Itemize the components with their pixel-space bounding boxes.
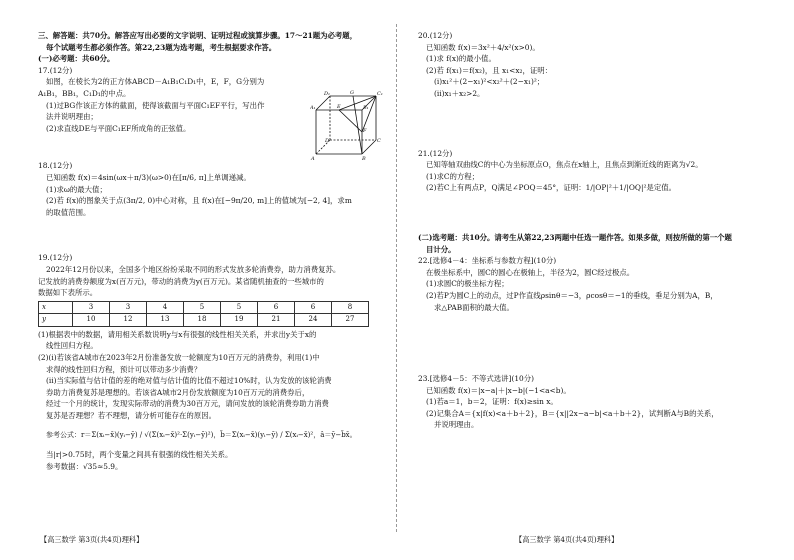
footer-right: 【高三数学 第4页(共4页)理科】 xyxy=(515,535,619,544)
q19-part-line-2: 线性回归方程。 xyxy=(46,341,98,351)
q19-part-line-6: 券助力消费复苏是理想的。若该省A城市2月份发放额度为10百万元的消费券后， xyxy=(46,387,310,397)
optional-header-line-2: 目计分。 xyxy=(426,244,456,254)
label-B1: B₁ xyxy=(363,105,369,111)
label-A: A xyxy=(311,156,315,162)
table-row-y xyxy=(39,314,369,327)
label-G: G xyxy=(350,90,354,96)
table-cell: 3 xyxy=(73,301,110,314)
q17-line-4: 法并说明理由； xyxy=(46,112,98,122)
q22-line-2: (1)求圆C的极坐标方程； xyxy=(426,279,509,289)
q20-line-5: (ii)x₁＋x₂>2。 xyxy=(434,88,485,98)
q19-title: 19.(12分) xyxy=(38,253,73,263)
q21-title: 21.(12分) xyxy=(418,148,453,158)
table-cell: 3 xyxy=(110,301,147,314)
q17-line-2: A₁B₁，BB₁，C₁D₁的中点。 xyxy=(38,88,131,98)
q18-line-4: 的取值范围。 xyxy=(46,207,91,217)
q23-title: 23.[选修4－5：不等式选讲](10分) xyxy=(418,374,535,384)
q22-title: 22.[选修4－4：坐标系与参数方程](10分) xyxy=(418,256,557,266)
table-row-x xyxy=(39,301,369,314)
q19-part-line-1: (1)根据表中的数据，请用相关系数说明y与x有很强的线性相关关系，并求出y关于x的 xyxy=(38,329,317,339)
q19-intro-line-1: 2022年12月份以来，全国多个地区纷纷采取不同的形式发放多轮消费券，助力消费复苏。 xyxy=(46,264,341,274)
q17-line-1: 如图，在棱长为2的正方体ABCD－A₁B₁C₁D₁中，E，F，G分别为 xyxy=(46,77,265,87)
label-C1: C₁ xyxy=(377,91,383,97)
table-x-label: x xyxy=(39,301,73,314)
q20-line-3: (2)若 f(x₁)＝f(x₂)，且 x₁<x₂，证明： xyxy=(426,65,553,75)
table-cell: 12 xyxy=(110,314,147,327)
section-header-line-2: 每个试题考生都必须作答。第22,23题为选考题，考生根据要求作答。 xyxy=(46,42,277,52)
label-B: B xyxy=(362,156,366,162)
section-header-line-1: 三、解答题：共70分。解答应写出必要的文字说明、证明过程或演算步骤。17～21题为必考题， xyxy=(38,31,358,40)
label-F: F xyxy=(363,128,367,134)
cube-figure xyxy=(310,90,386,162)
label-A1: A₁ xyxy=(310,105,316,111)
q22-line-1: 在极坐标系中，圆C的圆心在极轴上，半径为2，圆C经过极点。 xyxy=(426,267,635,277)
label-D1: D₁ xyxy=(324,91,331,97)
table-y-label: y xyxy=(39,314,73,327)
table-cell: 6 xyxy=(295,301,332,314)
table-cell: 21 xyxy=(258,314,295,327)
table-cell: 13 xyxy=(147,314,184,327)
q21-line-1: 已知等轴双曲线C的中心为坐标原点O，焦点在x轴上，且焦点到渐近线的距离为√2。 xyxy=(426,160,703,170)
q23-line-3: (2)记集合A＝{x|f(x)<a＋b＋2}，B＝{x||2x−a−b|<a＋b＋2}，试判断A与B的关系， xyxy=(426,408,719,418)
q19-formula-reference: 参考公式：r＝Σ(xᵢ−x̄)(yᵢ−ȳ) / √(Σ(xᵢ−x̄)²·Σ(yᵢ−ȳ)²)，b̂＝Σ(xᵢ−x̄)(yᵢ−ȳ) / Σ(xᵢ−x̄)²，â＝ȳ−b̂x̄。 xyxy=(46,430,357,439)
table-cell: 18 xyxy=(184,314,221,327)
q20-line-2: (1)求 f(x)的最小值。 xyxy=(426,54,496,64)
q19-part-line-5: (ii)当实际值与估计值的差的绝对值与估计值的比值不超过10%时，认为发放的该轮消费 xyxy=(46,376,332,386)
q23-line-4: 并说明理由。 xyxy=(434,420,479,430)
q19-part-line-8: 复苏是否理想？若不理想，请分析可能存在的原因。 xyxy=(46,411,216,421)
q21-line-2: (1)求C的方程； xyxy=(426,171,480,181)
label-D: D xyxy=(325,138,330,144)
q19-intro-line-3: 数据如下表所示。 xyxy=(38,288,98,298)
table-cell: 4 xyxy=(147,301,184,314)
q21-line-3: (2)若C上有两点P，Q满足∠POQ＝45°，证明：1/|OP|²＋1/|OQ|²是定值。 xyxy=(426,183,676,193)
section-header-line-3: (一)必考题：共60分。 xyxy=(38,54,115,64)
q19-part-line-7: 经过一个月的统计，发现实际带动的消费为30百万元，请问发放的该轮消费券助力消费 xyxy=(46,399,329,409)
q19-intro-line-2: 记发放的消费券额度为x(百万元)，带动的消费为y(百万元)。某省随机抽查的一些城市的 xyxy=(38,276,324,286)
q17-title: 17.(12分) xyxy=(38,65,73,75)
table-cell: 6 xyxy=(258,301,295,314)
label-E: E xyxy=(337,104,341,110)
q18-line-3: (2)若 f(x)的图象关于点(3π/2, 0)中心对称，且 f(x)在[−9π/20, m]上的值域为[−2, 4]，求m xyxy=(46,196,352,206)
table-cell: 10 xyxy=(73,314,110,327)
q23-line-2: (1)若a＝1，b＝2，证明：f(x)≥sin x。 xyxy=(426,397,558,407)
table-cell: 27 xyxy=(332,314,369,327)
q19-tail-line-2: 参考数据：√35≈5.9。 xyxy=(46,461,123,471)
q20-line-4: (i)x₁²＋(2−x₁)²<x₂²＋(2−x₁)²； xyxy=(434,77,545,87)
table-cell: 19 xyxy=(221,314,258,327)
q17-line-5: (2)求直线DE与平面C₁EF所成角的正弦值。 xyxy=(46,123,191,133)
q19-part-line-3: (2)(i)若该省A城市在2023年2月份准备发放一轮额度为10百万元的消费券，利用(1)中 xyxy=(38,353,320,363)
q20-line-1: 已知函数 f(x)＝3x²＋4/x²(x>0)。 xyxy=(426,42,540,52)
q18-title: 18.(12分) xyxy=(38,161,73,171)
q19-tail-line-1: 当|r|>0.75时，两个变量之间具有很强的线性相关关系。 xyxy=(46,450,233,460)
optional-header-line-1: (二)选考题：共10分。请考生从第22,23两题中任选一题作答。如果多做，则按所做的第一个题 xyxy=(418,232,732,242)
q19-part-line-4: 求得的线性回归方程，预计可以带动多少消费？ xyxy=(46,364,202,374)
q17-line-3: (1)过BG作该正方体的截面，使得该截面与平面C₁EF平行，写出作 xyxy=(46,100,265,110)
right-column xyxy=(418,30,768,431)
q20-title: 20.(12分) xyxy=(418,31,453,40)
page-divider xyxy=(396,24,397,532)
q19-data-table xyxy=(38,301,369,327)
table-cell: 5 xyxy=(221,301,258,314)
label-C: C xyxy=(377,138,381,144)
q22-line-3: (2)若P为圆C上的动点，过P作直线ρsinθ＝−3，ρcosθ＝−1的垂线，垂足分别为A，B， xyxy=(426,290,718,300)
q23-line-1: 已知函数 f(x)＝|x−a|＋|x−b|(−1<a<b)。 xyxy=(426,385,571,395)
table-cell: 24 xyxy=(295,314,332,327)
q18-line-1: 已知函数 f(x)＝4sin(ωx＋π/3)(ω>0)在[π/6, π]上单调递减。 xyxy=(46,172,251,182)
table-cell: 8 xyxy=(332,301,369,314)
footer-left: 【高三数学 第3页(共4页)理科】 xyxy=(40,535,144,544)
table-cell: 5 xyxy=(184,301,221,314)
q22-line-4: 求△PAB面积的最大值。 xyxy=(434,302,514,312)
q18-line-2: (1)求ω的最大值； xyxy=(46,184,107,194)
